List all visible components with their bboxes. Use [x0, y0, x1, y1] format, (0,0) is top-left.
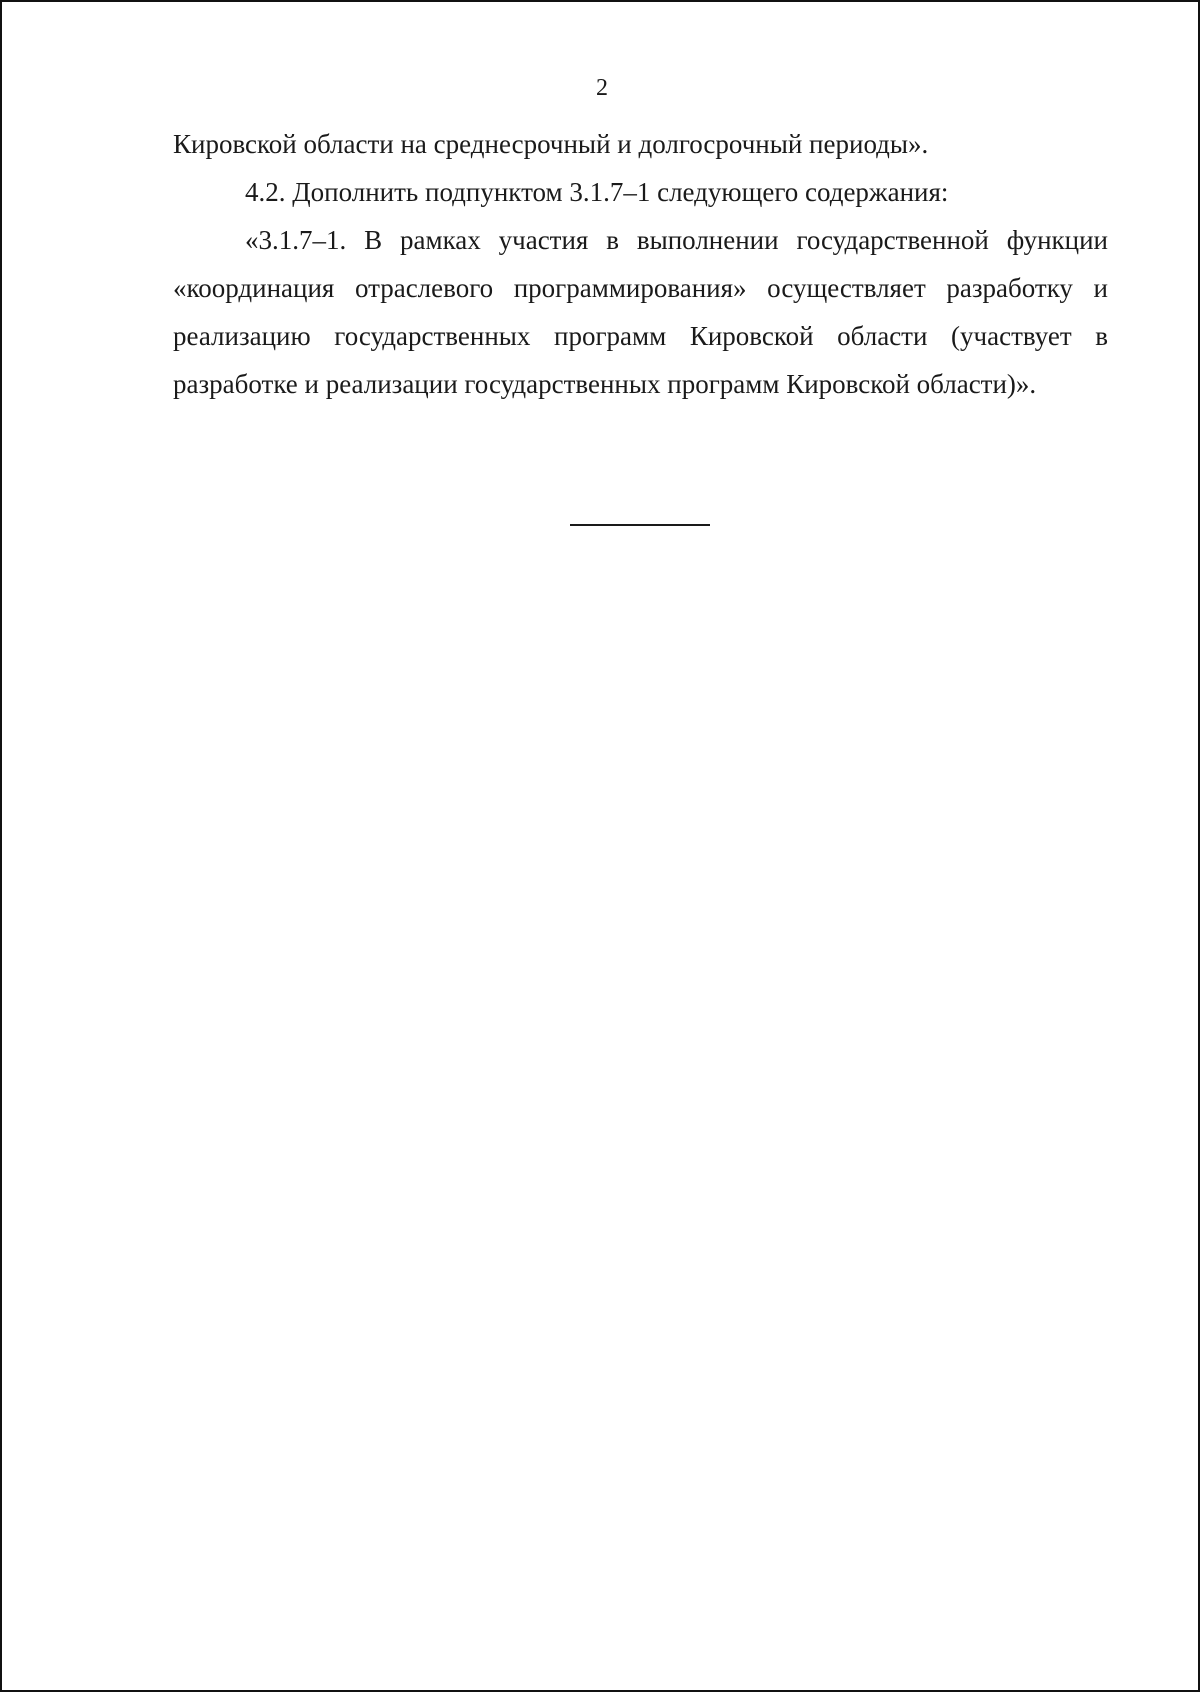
page-number: 2: [596, 75, 608, 101]
document-body: [173, 120, 1108, 408]
end-of-document-divider: [570, 524, 710, 526]
paragraph-4-2: 4.2. Дополнить подпунктом 3.1.7–1 следующего содержания:: [245, 177, 949, 207]
paragraph-continuation: Кировской области на среднесрочный и долгосрочный периоды».: [173, 129, 929, 159]
paragraph-3-1-7-1: «3.1.7–1. В рамках участия в выполнении государственной функции «координация отраслевого программирования» осуществляет разработку и реализацию государственных программ Кировской области (участвует в разработке и реализации государственных программ Кировской области)».: [173, 225, 1108, 399]
